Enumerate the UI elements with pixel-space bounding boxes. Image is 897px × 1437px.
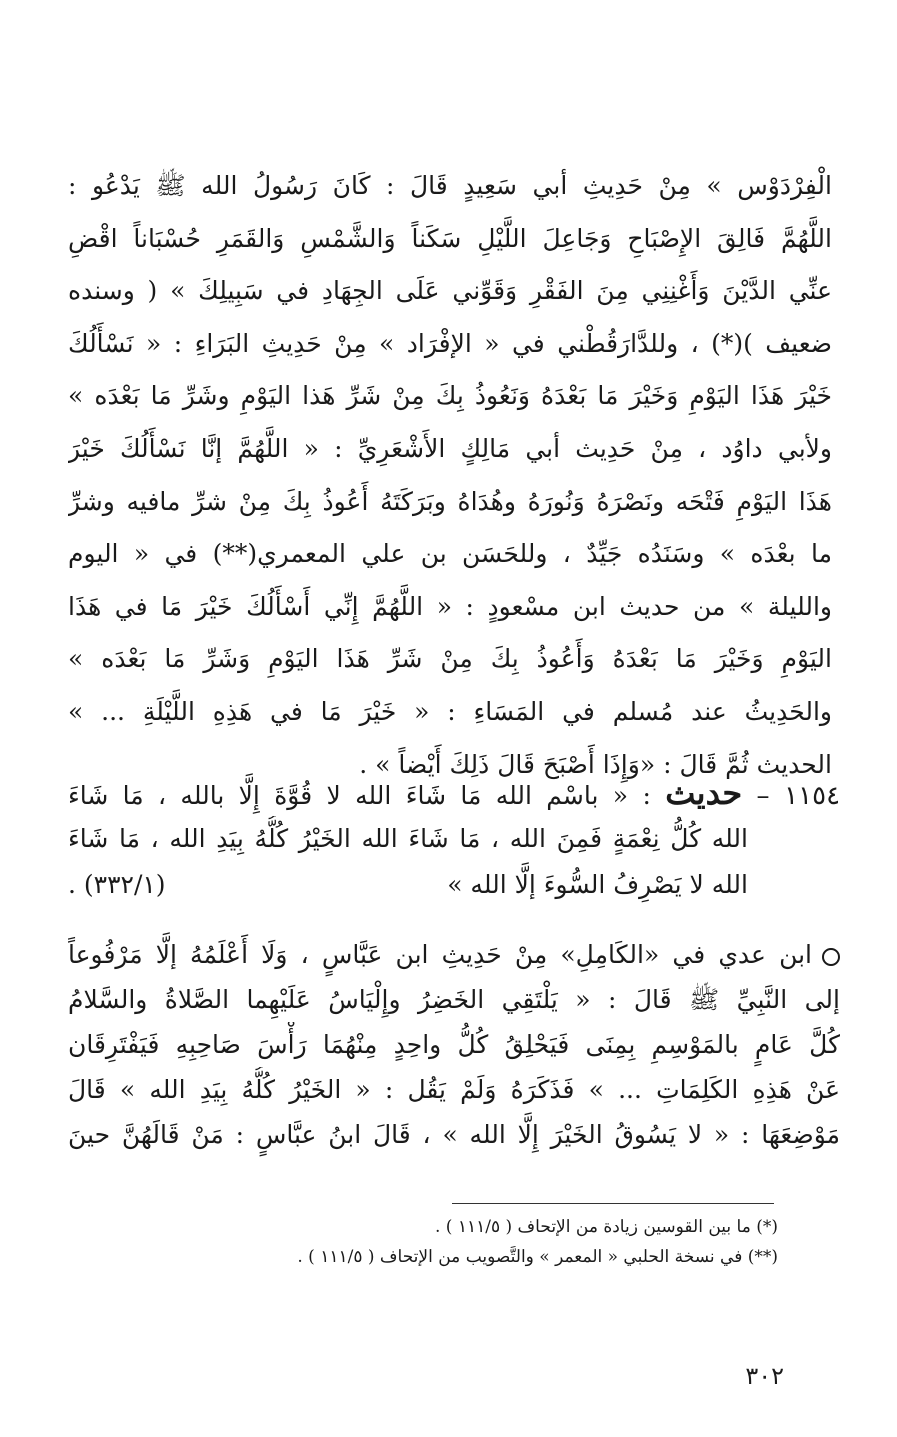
text-line: الحديث ثُمَّ قَالَ : «وَإِذَا أَصْبَحَ قَالَ ذَلِكَ أَيْضاً » . [359,749,832,779]
text-line: هَذَا اليَوْمِ فَتْحَه ونَصْرَهُ وَنُورَهُ وهُدَاهُ وبَرَكَتَهُ أَعُوذُ بِكَ مِنْ شرِّ مافيه وشرِّ [68,486,832,516]
text-line: خَيْرَ هَذَا اليَوْمِ وَخَيْرَ مَا بَعْدَهُ وَنَعُوذُ بِكَ مِنْ شَرِّ هَذا اليَوْمِ وشَرِّ مَا بَعْدَه » [68,381,832,411]
hadith-line [68,862,748,908]
circle-bullet-icon [822,948,840,966]
takhrij-paragraph [68,932,840,1157]
footnote: (*) ما بين القوسين زيادة من الإتحاف ( ١١١/٥ ) . [435,1217,778,1237]
main-paragraph [68,160,832,791]
hadith-keyword: حديث [665,774,743,812]
hadith-number: ١١٥٤ – [756,781,840,811]
text-line: الْفِرْدَوْس » مِنْ حَدِيثِ أبي سَعِيدٍ قَالَ : كَانَ رَسُولُ الله ﷺ يَدْعُو : [68,171,832,200]
text-line: والحَدِيثُ عند مُسلم في المَسَاءِ : « خَيْرَ مَا في هَذِهِ اللَّيْلَةِ ... » [68,696,832,726]
text-line: اليَوْمِ وَخَيْرَ مَا بَعْدَهُ وَأَعُوذُ بِكَ مِنْ شَرِّ هَذَا اليَوْمِ وَشَرِّ مَا بَعْدَه » [68,644,832,674]
text-line: ما بعْدَه » وسَنَدُه جَيِّدٌ ، وللحَسَن بن علي المعمري(**) في « اليوم [68,539,832,569]
takhrij-text: ابن عدي في «الكَامِلِ» مِنْ حَدِيثِ ابن عَبَّاسٍ ، وَلَا أَعْلَمُهُ إلَّا مَرْفُوعاً [68,940,812,969]
takhrij-line: إلى النَّبِيِّ ﷺ قَالَ : « يَلْتَقِي الخَضِرُ وإِلْيَاسُ عَلَيْهِما الصَّلاةُ والسَّلامُ [68,985,840,1014]
footnote-divider [452,1203,774,1204]
hadith-entry [68,770,840,908]
text-line: اللَّهُمَّ فَالِقَ الإِصْبَاحِ وَجَاعِلَ اللَّيْلِ سَكَناً وَالشَّمْسِ وَالقَمَرِ حُسْبَاناً اقْضِ [68,223,832,253]
takhrij-line: عَنْ هَذِهِ الكَلِمَاتِ ... » فَذَكَرَهُ وَلَمْ يَقُل : « الخَيْرُ كُلُّهُ بِيَدِ الله » قَالَ [68,1075,840,1104]
hadith-line [68,770,840,816]
volume-page-reference: (٣٣٢/١) . [68,870,166,899]
takhrij-line: كُلَّ عَامٍ بالمَوْسِمِ بِمِنَى فَيَحْلِقُ كُلُّ واحِدٍ مِنْهُمَا رَأْسَ صَاحِبِهِ فَيَفْتَرِقَان [68,1030,840,1059]
text-line: ضعيف )(*) ، وللدَّارَقُطْني في « الإفْرَاد » مِنْ حَدِيثِ البَرَاءِ : « نَسْأَلُكَ [68,328,832,358]
text-line: والليلة » من حديث ابن مسْعودٍ : « اللَّهُمَّ إِنِّي أَسْأَلُكَ خَيْرَ مَا في هَذَا [68,591,832,621]
text-line: عنِّي الدَّيْنَ وَأَغْنِنِي مِنَ الفَقْرِ وَقَوِّني عَلَى الجِهَادِ في سَبِيلِكَ » ( وسنده [68,276,832,306]
footnotes [290,1212,778,1272]
text-line: ولأبي داوُد ، مِنْ حَدِيث أبي مَالِكٍ الأَشْعَرِيِّ : « اللَّهُمَّ إنَّا نَسْأَلُكَ خَيْرَ [68,433,832,463]
page-number: ٣٠٢ [745,1362,784,1390]
hadith-text: الله لا يَصْرِفُ السُّوءَ إلَّا الله » [447,870,748,899]
takhrij-line [68,932,840,977]
hadith-text: : « باسْم الله مَا شَاءَ الله لا قُوَّةَ إِلَّا بالله ، مَا شَاءَ [68,781,651,810]
hadith-line: الله كُلُّ نِعْمَةٍ فَمِنَ الله ، مَا شَاءَ الله الخَيْرُ كُلُّهُ بِيَدِ الله ، مَا شَاءَ [68,824,748,853]
footnote: (**) في نسخة الحلبي « المعمر » والتَّصويب من الإتحاف ( ١١١/٥ ) . [297,1247,778,1267]
takhrij-line: مَوْضِعَهَا : « لا يَسُوقُ الخَيْرَ إِلَّا الله » ، قَالَ ابنُ عبَّاسٍ : مَنْ قَالَهُنَّ حينَ [68,1120,840,1149]
